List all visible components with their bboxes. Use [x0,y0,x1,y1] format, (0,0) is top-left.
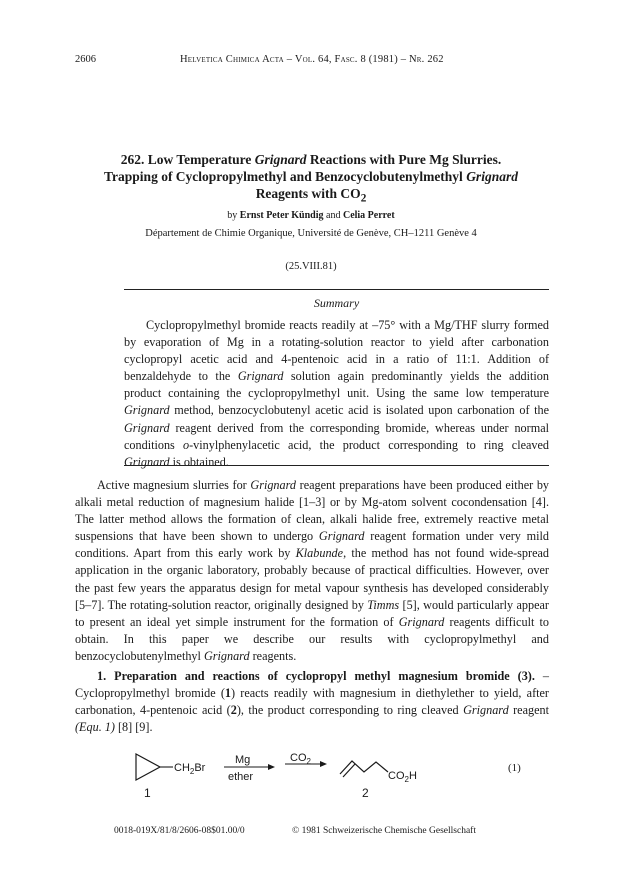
compound-label-2: 2 [362,786,369,800]
affiliation: Département de Chimie Organique, Université de Genève, CH–1211 Genève 4 [145,228,477,239]
article-body [75,477,549,736]
summary-text: Cyclopropylmethyl bromide reacts readily at –75° with a Mg/THF slurry formed by evaporation of Mg in a rotating-solution reactor to yield after carbonation cyclopropyl acetic acid and 4-pentenoic acid in a ratio of 11:1. Addition of benzaldehyde to the Grignard solution again predominantly yields the addition product containing the cyclopropylmethyl unit. Using the same low temperature Grignard method, benzocyclobutenyl acetic acid is isolated upon carbonation of the Grignard reagent derived from the corresponding bromide, whereas under normal conditions o-vinylphenylacetic acid, the product corresponding to ring cleaved Grignard is obtained. [124,318,550,469]
section-1-paragraph: 1. Preparation and reactions of cyclopropyl methyl magnesium bromide (3). – Cyclopropylmethyl bromide (1) reacts readily with magnesium in diethylether to yield, after carbonation, 4-pentenoic acid (2), the product corresponding to ring cleaved Grignard reagent (Equ. 1) [8] [9]. [75,669,549,735]
running-header [75,54,547,70]
compound-label-1: 1 [144,786,151,800]
double-bond [343,764,355,777]
solvent-ether-label: ether [228,771,254,783]
co2h-label: $CO_2H$ [388,770,417,784]
summary-bottom-rule [124,465,549,466]
page-number: 2606 [75,54,96,65]
reagent-co2-label: $CO_2$ [290,752,311,766]
section-1-heading: 1. Preparation and reactions of cyclopropyl methyl magnesium bromide (3). [97,669,535,684]
intro-paragraph: Active magnesium slurries for Grignard reagent preparations have been produced either by alkali metal reduction of magnesium halide [1–3] or by Mg-atom solvent cocondensation [4]. The latter method allows the formation of clean, alkali halide free, extremely reactive metal suspensions that have been shown to undergo Grignard reagent formation under very mild conditions. Apart from this early work by Klabunde, the method has not found wide-spread application in the organic laboratory, probably because of practical difficulties. However, over the past few years the apparatus design for metal vapour synthesis has developed considerably [5–7]. The rotating-solution reactor, originally designed by Timms [5], would particularly appear to present an ideal yet simple instrument for the formation of Grignard reagents difficult to obtain. In this paper we describe our results with cyclopropylmethyl and benzocyclobutenylmethyl Grignard reagents. [75,478,550,663]
journal-header: Helvetica Chimica Acta – Vol. 64, Fasc. 8 (1981) – Nr. 262 [180,54,444,65]
reagent-mg-label: Mg [235,754,251,766]
article-code: 0018-019X/81/8/2606-08$01.00/0 [114,826,245,836]
authors: by Ernst Peter Kündig and Celia Perret [227,210,395,221]
reaction-scheme [130,750,530,802]
summary-heading: Summary [313,296,360,310]
arrow-head-1 [268,764,275,770]
copyright: © 1981 Schweizerische Chemische Gesellschaft [292,826,476,836]
equation-number: (1) [508,762,521,774]
ch2br-label: $CH_2Br$ [174,762,206,776]
author-2: Celia Perret [342,210,395,221]
arrow-head-2 [320,761,327,767]
article-title: 262. Low Temperature Grignard Reactions with Pure Mg Slurries. Trapping of Cyclopropylmethyl and Benzocyclobutenylmethyl Grignard Reagents with $CO_2$ [104,152,518,205]
cyclopropane-ring [136,754,160,780]
received-date: (25.VIII.81) [285,261,337,272]
summary-top-rule [124,289,549,290]
author-1: Ernst Peter Kündig [239,210,324,221]
